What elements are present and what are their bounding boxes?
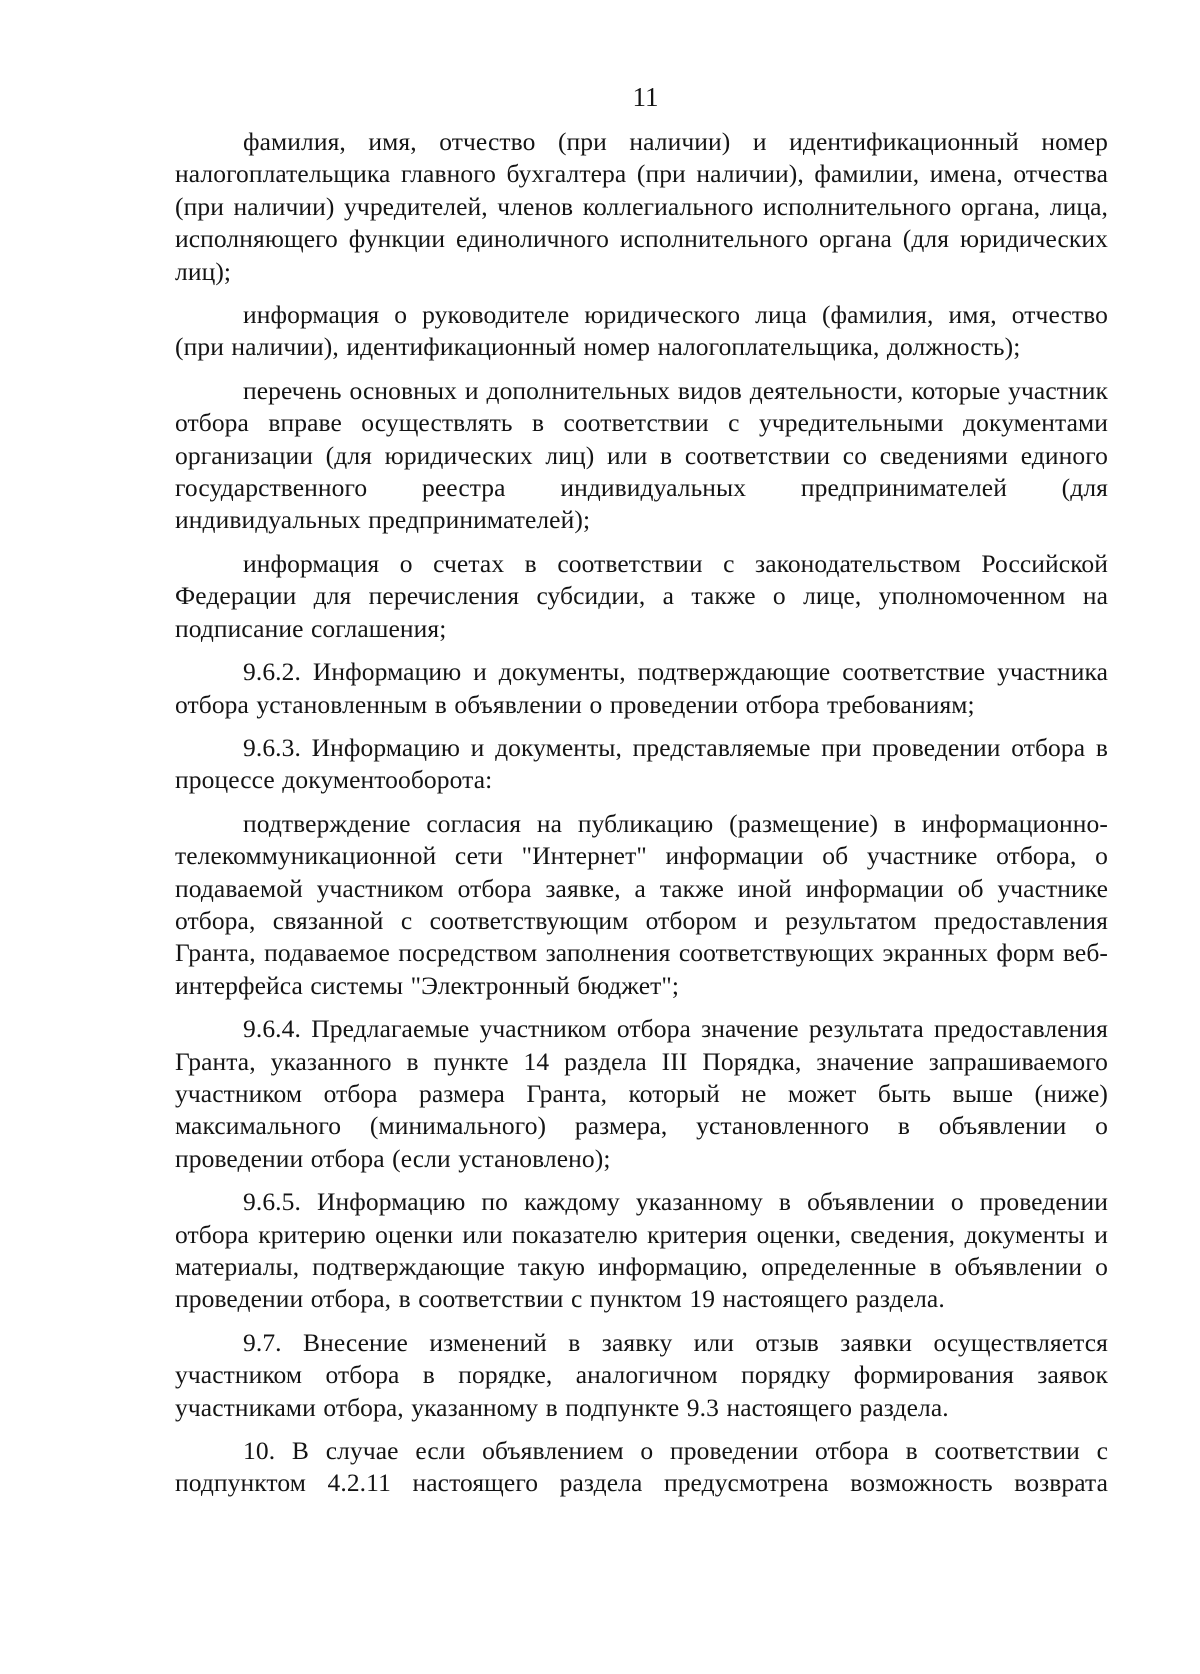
paragraph-activity-types: перечень основных и дополнительных видов деятельности, которые участник отбора вправе осуществлять в соответствии с учредительными документами организации (для юридических лиц) или в соответствии со сведениями единого государственного реестра индивидуальных предпринимателей (для индивидуальных предпринимателей); bbox=[175, 375, 1108, 535]
paragraph-9-6-4: 9.6.4. Предлагаемые участником отбора значение результата предоставления Гранта, указанного в пункте 14 раздела III Порядка, значение запрашиваемого участником отбора размера Гранта, который не может быть выше (ниже) максимального (минимального) размера, установленного в объявлении о проведении отбора (если установлено); bbox=[175, 1014, 1108, 1173]
paragraph-9-7: 9.7. Внесение изменений в заявку или отзыв заявки осуществляется участником отбора в порядке, аналогичном порядку формирования заявок участниками отбора, указанному в подпункте 9.3 настоящего раздела. bbox=[175, 1327, 1108, 1422]
paragraph-chief-accountant-founders: фамилия, имя, отчество (при наличии) и идентификационный номер налогоплательщика главного бухгалтера (при наличии), фамилии, имена, отчества (при наличии) учредителей, членов коллегиального исполнительного органа, лица, исполняющего функции единоличного исполнительного органа (для юридических лиц); bbox=[175, 127, 1108, 286]
paragraph-9-6-2: 9.6.2. Информацию и документы, подтверждающие соответствие участника отбора установленным в объявлении о проведении отбора требованиям; bbox=[175, 657, 1108, 719]
paragraph-head-of-legal-entity: информация о руководителе юридического лица (фамилия, имя, отчество (при наличии), идентификационный номер налогоплательщика, должность); bbox=[175, 300, 1108, 362]
paragraph-publication-consent: подтверждение согласия на публикацию (размещение) в информационно-телекоммуникационной сети "Интернет" информации об участнике отбора, о подаваемой участником отбора заявке, а также иной информации об участнике отбора, связанной с соответствующим отбором и результатом предоставления Гранта, подаваемое посредством заполнения соответствующих экранных форм веб-интерфейса системы "Электронный бюджет"; bbox=[175, 808, 1108, 1000]
paragraph-9-6-3: 9.6.3. Информацию и документы, представляемые при проведении отбора в процессе документооборота: bbox=[175, 732, 1108, 795]
page-number: 11 bbox=[632, 82, 659, 112]
paragraph-10: 10. В случае если объявлением о проведении отбора в соответствии с подпунктом 4.2.11 настоящего раздела предусмотрена возможность возврата bbox=[175, 1436, 1108, 1498]
paragraph-9-6-5: 9.6.5. Информацию по каждому указанному в объявлении о проведении отбора критерию оценки или показателю критерия оценки, сведения, документы и материалы, подтверждающие такую информацию, определенные в объявлении о проведении отбора, в соответствии с пунктом 19 настоящего раздела. bbox=[175, 1187, 1108, 1314]
paragraph-accounts-info: информация о счетах в соответствии с законодательством Российской Федерации для перечисления субсидии, а также о лице, уполномоченном на подписание соглашения; bbox=[175, 548, 1108, 643]
